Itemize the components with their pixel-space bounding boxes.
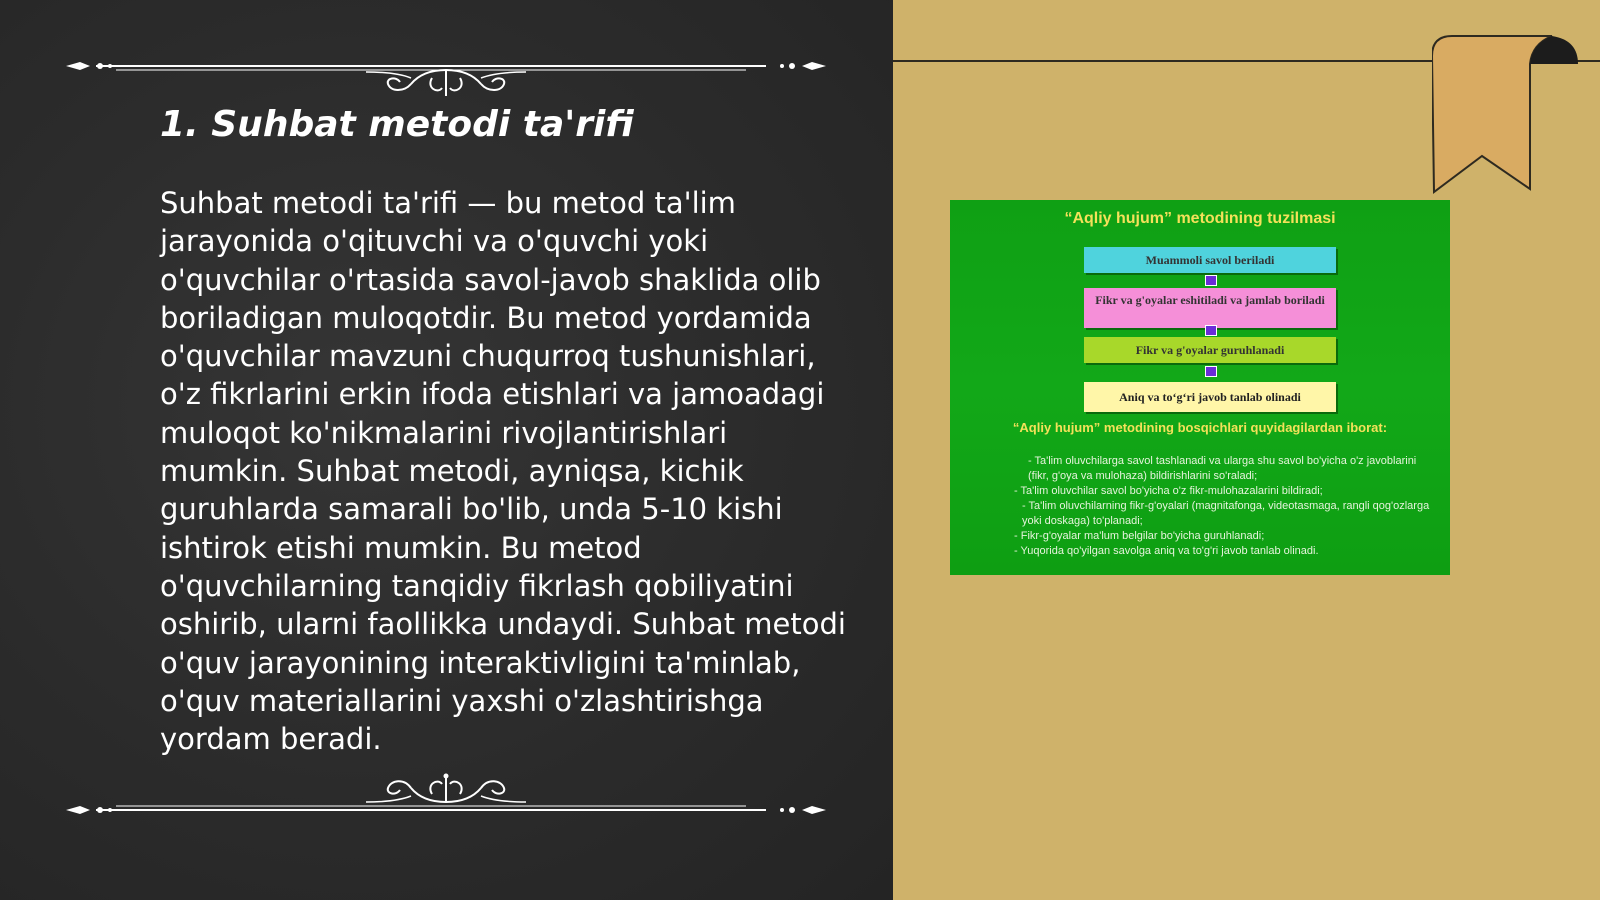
slide-title: 1. Suhbat metodi ta'rifi [160, 104, 634, 145]
diagram-connector-3 [1205, 366, 1217, 377]
diagram-bullet: - Yuqorida qo'yilgan savolga aniq va to'g'ri javob tanlab olinadi. [1014, 545, 1319, 557]
diagram-step-2: Fikr va g'oyalar eshitiladi va jamlab boriladi [1084, 288, 1336, 328]
diagram-title: “Aqliy hujum” metodining tuzilmasi [1064, 210, 1336, 227]
diagram-bullet: - Ta'lim oluvchilarga savol tashlanadi va ularga shu savol bo'yicha o'z javoblarini (fikr, g'oya va mulohaza) bildirishlarini so'raladi; [1028, 455, 1417, 482]
bottom-flourish-ornament [66, 772, 826, 822]
diagram-bullet: - Ta'lim oluvchilarning fikr-g'oyalari (magnitafonga, videotasmaga, rangli qog'ozlarga yoki doskaga) to'planadi; [1022, 500, 1430, 527]
diagram-step-1: Muammoli savol beriladi [1084, 247, 1336, 273]
bookmark-ribbon-icon [1432, 34, 1600, 198]
diagram-bullet: - Ta'lim oluvchilar savol bo'yicha o'z fikr-mulohazalarini bildiradi; [1014, 485, 1323, 497]
slide-body-text: Suhbat metodi ta'rifi — bu metod ta'lim jarayonida o'qituvchi va o'quvchi yoki o'quvchilar o'rtasida savol-javob shaklida olib boriladigan muloqotdir. Bu metod yordamida o'quvchilar mavzuni chuqurroq tushunishlari, o'z fikrlarini erkin ifoda etishlari va jamoadagi muloqot ko'nikmalarini rivojlantirishlari mumkin. Suhbat metodi, ayniqsa, kichik guruhlarda samarali bo'lib, unda 5-10 kishi ishtirok etishi mumkin. Bu metod o'quvchilarning tanqidiy fikrlash qobiliyatini oshirib, ularni faollikka undaydi. Suhbat metodi o'quv jarayonining interaktivligini ta'minlab, o'quv materiallarini yaxshi o'zlashtirishga yordam beradi. [160, 186, 846, 757]
diagram-connector-1 [1205, 275, 1217, 286]
diagram-connector-2 [1205, 325, 1217, 336]
diagram-step-4: Aniq va to‘g‘ri javob tanlab olinadi [1084, 382, 1336, 412]
diagram-step-3: Fikr va g'oyalar guruhlanadi [1084, 337, 1336, 363]
brainstorm-diagram-image [950, 200, 1450, 575]
top-flourish-ornament [66, 48, 826, 98]
diagram-bullet-list [974, 454, 1436, 559]
diagram-bullet: - Fikr-g'oyalar ma'lum belgilar bo'yicha guruhlanadi; [1014, 530, 1265, 542]
diagram-subtitle: “Aqliy hujum” metodining bosqichlari quyidagilardan iborat: [1012, 420, 1388, 435]
